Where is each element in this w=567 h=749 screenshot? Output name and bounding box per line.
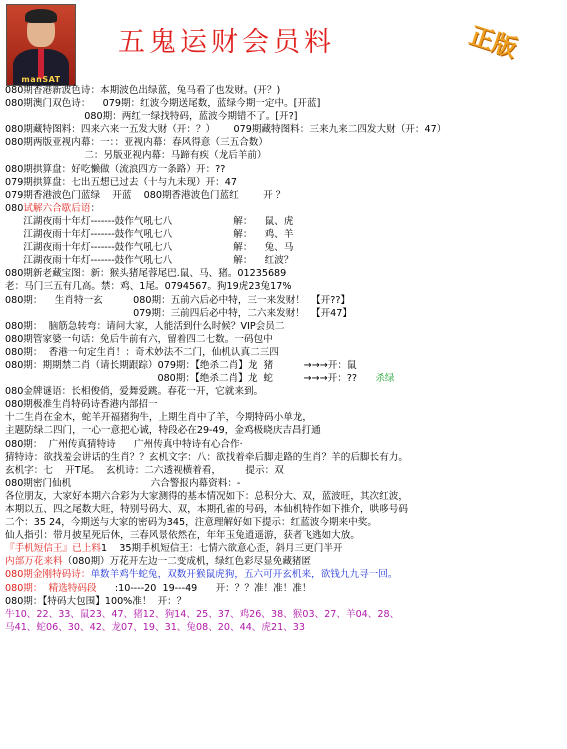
text-segment: 079期拱算盘：七出五想已过去（十与九未现）开：47 — [5, 176, 237, 188]
text-segment: 080金牌谜语：长相俊俏，爱舞爱跳。春花一开，它就来到。 — [5, 386, 264, 398]
content-area — [5, 84, 565, 634]
text-segment: 080期两版亚视内幕：一：：亚视内幕：春风得意（三五合数） — [5, 137, 268, 149]
text-line — [5, 136, 565, 149]
text-line — [5, 595, 565, 608]
text-line — [5, 163, 565, 176]
text-line — [5, 228, 565, 241]
text-line — [5, 568, 565, 581]
text-segment: 马41、蛇06、30、42、龙07、19、31、兔08、20、44、虎21、33 — [5, 621, 305, 633]
text-segment: 1 35期手机短信王：七情六欲意心歪，斜月三更门半开 — [100, 543, 343, 555]
text-segment: 080 — [5, 202, 24, 214]
text-line — [5, 202, 565, 215]
text-segment: :10----20 19---49 开：？？准！准！准！ — [96, 582, 312, 594]
text-segment: 080期： 广州传真猜特诗 广州传真中特诗有心合作· — [5, 438, 243, 450]
text-segment: 二个：35 24，今期送与大家的密码为345，注意理解好如下提示：红蓝波今期来中奖。 — [5, 517, 377, 529]
text-line — [5, 516, 565, 529]
text-segment: 二：另版亚视内幕：马蹄有疾（龙后羊前） — [5, 150, 267, 162]
text-segment: 080期： 脑筋急转弯：请问大家，人能活到什么时候？VIP会员二 — [5, 320, 285, 332]
text-segment: 080期：【绝杀二肖】龙 蛇 →→→开：?? — [5, 373, 376, 385]
page-title: 五鬼运财会员料 — [118, 27, 335, 58]
text-line — [5, 333, 565, 346]
text-segment: 江湖夜雨十年灯-------鼓作气吼七八 解： 鼠、虎 — [5, 215, 294, 227]
text-line — [5, 490, 565, 503]
text-line — [5, 438, 565, 451]
text-line — [5, 608, 565, 621]
text-line — [5, 398, 565, 411]
text-segment: 江湖夜雨十年灯-------鼓作气吼七八 解： 鸡、羊 — [5, 229, 294, 241]
text-segment: 内部万花来料 — [5, 556, 63, 568]
text-segment: 『手机短信王』已上料 — [5, 543, 101, 555]
portrait-photo — [6, 4, 76, 86]
text-segment: 079期：三前四后必中特，二六来发财！ 【开47】 — [5, 307, 352, 319]
text-segment: 080期极准生肖特码诗香港内部招一 — [5, 399, 158, 411]
text-line — [5, 542, 565, 555]
text-segment: 江湖夜雨十年灯-------鼓作气吼七八 解： 红波？ — [5, 255, 294, 267]
text-segment: 080期：【特码大包围】100%准！ 开：？ — [5, 595, 187, 607]
text-line — [5, 176, 565, 189]
text-segment: 主题防绿二四门，一心一意把心诚，特段必在29-49，金鸡极晓庆吉昌打通 — [5, 425, 321, 437]
portrait-hair — [25, 9, 57, 23]
text-line — [5, 97, 565, 110]
text-segment: 十二生肖在金木，蛇羊开福猪狗牛，上期生肖中了羊，今期特码小单龙， — [5, 412, 312, 424]
text-segment: 080期：两红一绿找特码，蓝波今期错不了。[开?] — [5, 111, 298, 123]
text-segment: 老：马门三五有几高。禁：鸡、1尾。0794567。狗19虎23兔17% — [5, 281, 292, 293]
text-segment: 猜特诗：欲找羞会讲话的生肖？？玄机文字：八：欲找着牵后脚走路的生肖？羊的后脚长有力。 — [5, 451, 408, 463]
text-segment: 080期： 精选特码段 — [5, 582, 97, 594]
text-segment: 江湖夜雨十年灯-------鼓作气吼七八 解： 兔、马 — [5, 242, 294, 254]
text-line — [5, 149, 565, 162]
text-line — [5, 307, 565, 320]
text-segment: 079期香港波色门蓝绿 开蓝 080期香港波色门蓝红 开 ？ — [5, 189, 286, 201]
text-segment: 各位朋友，大家好本期六合彩为大家测得的基本情况如下：总积分大、双，蓝波旺，其次红波， — [5, 490, 408, 502]
text-line — [5, 424, 565, 437]
text-segment: （080期）万花开左边一二变成机，绿红色彩尽显免藏猪匿 — [62, 556, 312, 568]
text-segment: 080期： 香港一句定生肖！：奇术妙法不二门，仙机认真二三四 — [5, 346, 279, 358]
text-segment: 080期： 生肖特一玄 080期：五前六后必中特，三一来发财！ 【开??】 — [5, 294, 351, 306]
text-segment: 仙人指引：带月披星死后休，三春风景依然在，年年玉兔逍遥游，获者飞逃如大放。 — [5, 530, 360, 542]
text-segment: ： — [90, 202, 101, 214]
text-line — [5, 110, 565, 123]
text-line — [5, 84, 565, 97]
text-line — [5, 555, 565, 568]
text-segment: 本期以五、四之尾数大旺，特别号码大、双，本期孔雀的号码，本仙机特作如下推介，哄哆号码 — [5, 504, 408, 515]
text-line — [5, 123, 565, 136]
text-line — [5, 215, 565, 228]
text-line — [5, 254, 565, 267]
text-line — [5, 267, 565, 280]
text-segment: 080期拱算盘：好吃懒做（流浪四方一条路）开：?? — [5, 163, 226, 175]
text-line — [5, 411, 565, 424]
text-segment: 080期金刚特码诗： — [5, 569, 91, 581]
text-line — [5, 621, 565, 634]
text-segment: 080期：期期禁二肖（请长期跟踪）079期：【绝杀二肖】龙 猪 →→→开：鼠 — [5, 359, 357, 371]
text-segment: 试解六合歇后语 — [23, 202, 91, 214]
text-segment: 080期澳门双色诗： 079期：红波今期送尾数，蓝绿今期一定中。[开蓝] — [5, 98, 321, 110]
text-line — [5, 372, 565, 385]
text-segment: 牛10、22、33、鼠23、47、猪12、狗14、25、37、鸡26、38、猴03、27、羊04、28、 — [5, 608, 400, 620]
text-line — [5, 320, 565, 333]
text-segment: 080期香港新波色诗：本期波色出绿蓝，兔马看了也发财。(开？) — [5, 85, 281, 96]
photo-caption: manSAT — [21, 75, 61, 84]
text-line — [5, 189, 565, 202]
text-segment: 玄机字：七 开T尾。 玄机诗：二六透视横着看， 提示：双 — [5, 464, 284, 476]
text-line — [5, 464, 565, 477]
text-line — [5, 359, 565, 372]
text-segment: 080期藏特图料：四来六来一五发大财（开：？） 079期藏特图料：三来九来二四发大财（开：47） — [5, 124, 447, 136]
text-line — [5, 582, 565, 595]
authentic-stamp: 正版 — [466, 21, 521, 63]
text-line — [5, 346, 565, 359]
text-line — [5, 294, 565, 307]
text-line — [5, 477, 565, 490]
header — [0, 0, 567, 84]
text-segment: 杀绿 — [375, 373, 395, 385]
text-line — [5, 451, 565, 464]
text-segment: 080期管家婆一句话：免后牛前有六，留着四二七数。一码包中 — [5, 333, 273, 345]
text-line — [5, 241, 565, 254]
text-line — [5, 385, 565, 398]
text-segment: 080期密门仙机 六合警报内幕资料：- — [5, 477, 241, 489]
text-line — [5, 529, 565, 542]
text-line — [5, 280, 565, 293]
text-segment: 单数羊鸡牛蛇兔，双数开猴鼠虎狗，五六可开玄机来，欲钱九九寻一回。 — [90, 569, 398, 581]
text-line — [5, 503, 565, 516]
text-segment: 080期新老藏宝图：新：猴头猪尾蓉尾巴.鼠、马、猪。01235689 — [5, 268, 287, 280]
